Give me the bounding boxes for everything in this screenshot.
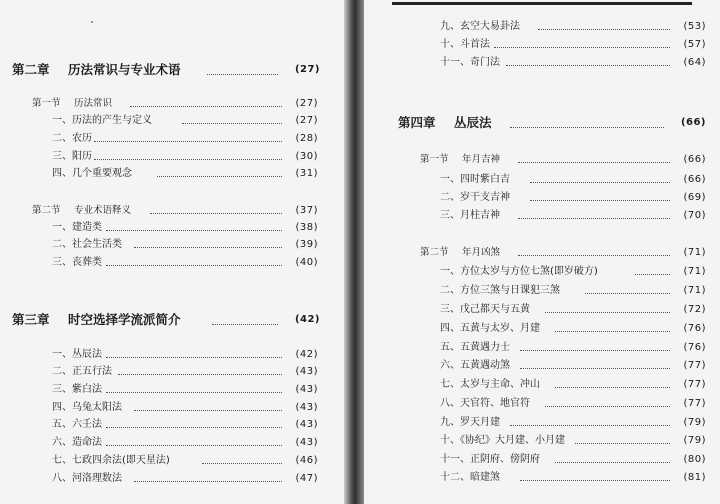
chapter-number: 第三章	[12, 312, 50, 327]
toc-item[interactable]	[52, 417, 318, 433]
page-number: (46)	[295, 455, 318, 466]
toc-item[interactable]	[440, 190, 706, 206]
page-number: (66)	[683, 174, 706, 185]
item-title: 一、建造类	[52, 220, 104, 236]
dot-leader	[202, 463, 282, 464]
page-number: (66)	[683, 154, 706, 165]
item-title: 四、乌兔太阳法	[52, 400, 124, 416]
item-title: 一、方位太岁与方位七煞(即岁破方)	[440, 264, 600, 280]
dot-leader	[106, 445, 282, 446]
section-title: 年月凶煞	[462, 247, 501, 258]
dot-leader	[106, 392, 282, 393]
toc-item[interactable]	[52, 149, 318, 165]
section-title: 年月吉神	[462, 154, 501, 165]
chapter-title: 历法常识与专业术语	[68, 62, 181, 77]
dot-leader	[134, 247, 282, 248]
page-number: (80)	[683, 454, 706, 465]
toc-item[interactable]	[440, 377, 706, 393]
toc-item[interactable]	[52, 113, 318, 129]
dot-leader	[520, 350, 670, 351]
page-number: (71)	[683, 247, 706, 258]
item-title: 一、四时紫白吉	[440, 172, 512, 188]
toc-section[interactable]	[420, 245, 706, 261]
toc-item[interactable]	[52, 453, 318, 469]
dot-leader	[134, 410, 282, 411]
page-number: (37)	[295, 205, 318, 216]
chapter-number: 第四章	[398, 115, 436, 130]
toc-item[interactable]	[52, 347, 318, 363]
page-number: (71)	[683, 266, 706, 277]
page-number: (77)	[683, 360, 706, 371]
toc-item[interactable]	[440, 321, 706, 337]
page-number: (43)	[295, 384, 318, 395]
page-number: (31)	[295, 168, 318, 179]
item-title: 八、河洛理数法	[52, 471, 124, 487]
dot-leader	[94, 141, 282, 142]
toc-item[interactable]	[440, 340, 706, 356]
dot-leader	[545, 312, 670, 313]
dot-leader	[134, 481, 282, 482]
page-speck	[91, 21, 93, 23]
book-spine	[344, 0, 364, 504]
chapter-title: 时空选择学流派简介	[68, 312, 181, 327]
item-title: 三、丧葬类	[52, 255, 104, 271]
toc-item[interactable]	[440, 264, 706, 280]
dot-leader	[106, 427, 282, 428]
item-title: 十、斗首法	[440, 37, 492, 53]
section-number: 第一节	[420, 154, 449, 165]
chapter-title: 丛辰法	[454, 115, 492, 130]
item-title: 二、岁干支吉神	[440, 190, 512, 206]
item-title: 七、太岁与主命、冲山	[440, 377, 542, 393]
right-page	[364, 0, 720, 504]
page-number: (43)	[295, 366, 318, 377]
page-number: (39)	[295, 239, 318, 250]
dot-leader	[150, 213, 282, 214]
toc-item[interactable]	[52, 400, 318, 416]
item-title: 八、天官符、地官符	[440, 396, 532, 412]
dot-leader	[510, 127, 664, 128]
page-number: (81)	[683, 472, 706, 483]
item-title: 三、紫白法	[52, 382, 104, 398]
chapter-number: 第二章	[12, 62, 50, 77]
section-title: 专业术语释义	[74, 205, 132, 216]
item-title: 七、七政四余法(即天星法)	[52, 453, 172, 469]
toc-chapter[interactable]	[398, 113, 706, 133]
page-number: (53)	[683, 21, 706, 32]
dot-leader	[585, 293, 670, 294]
page-number: (42)	[295, 349, 318, 360]
item-title: 二、正五行法	[52, 364, 114, 380]
dot-leader	[530, 182, 670, 183]
dot-leader	[207, 74, 278, 75]
dot-leader	[518, 162, 670, 163]
page-number: (43)	[295, 419, 318, 430]
item-title: 十、《协纪》大月建、小月建	[440, 433, 567, 449]
page-number: (69)	[683, 192, 706, 203]
item-title: 六、造命法	[52, 435, 104, 451]
toc-item[interactable]	[440, 37, 706, 53]
page-number: (77)	[683, 398, 706, 409]
toc-chapter[interactable]	[12, 60, 320, 80]
page-number: (71)	[683, 285, 706, 296]
page-number: (40)	[295, 257, 318, 268]
item-title: 一、历法的产生与定义	[52, 113, 154, 129]
toc-section[interactable]	[32, 203, 318, 219]
section-number: 第二节	[32, 205, 61, 216]
page-number: (38)	[295, 222, 318, 233]
toc-item[interactable]	[52, 255, 318, 271]
page-number: (66)	[680, 117, 706, 128]
dot-leader	[494, 47, 670, 48]
page-number: (43)	[295, 402, 318, 413]
item-title: 十一、正阴府、傍阴府	[440, 452, 542, 468]
toc-item[interactable]	[440, 302, 706, 318]
dot-leader	[545, 406, 670, 407]
item-title: 三、月柱吉神	[440, 208, 502, 224]
dot-leader	[555, 331, 670, 332]
toc-item[interactable]	[52, 364, 318, 380]
dot-leader	[555, 462, 670, 463]
dot-leader	[538, 29, 670, 30]
toc-item[interactable]	[440, 172, 706, 188]
page-number: (42)	[294, 314, 320, 325]
header-rule	[392, 2, 692, 5]
toc-item[interactable]	[52, 471, 318, 487]
left-page	[0, 0, 344, 504]
section-number: 第二节	[420, 247, 449, 258]
dot-leader	[520, 368, 670, 369]
toc-item[interactable]	[440, 208, 706, 224]
item-title: 九、罗天月建	[440, 415, 502, 431]
section-title: 历法常识	[74, 98, 113, 109]
page-number: (30)	[295, 151, 318, 162]
page-number: (27)	[294, 64, 320, 75]
item-title: 三、戊己都天与五黄	[440, 302, 532, 318]
item-title: 四、几个重要观念	[52, 166, 134, 182]
toc-item[interactable]	[440, 452, 706, 468]
item-title: 二、社会生活类	[52, 237, 124, 253]
page-number: (27)	[295, 98, 318, 109]
dot-leader	[520, 480, 670, 481]
item-title: 二、方位三煞与日课犯三煞	[440, 283, 562, 299]
dot-leader	[518, 255, 670, 256]
page-number: (28)	[295, 133, 318, 144]
page-number: (64)	[683, 57, 706, 68]
item-title: 五、五黄遇力士	[440, 340, 512, 356]
item-title: 三、阳历	[52, 149, 94, 165]
toc-item[interactable]	[52, 435, 318, 451]
toc-item[interactable]	[52, 166, 318, 182]
page-number: (79)	[683, 417, 706, 428]
page-number: (76)	[683, 323, 706, 334]
dot-leader	[106, 230, 282, 231]
item-title: 十一、奇门法	[440, 55, 502, 71]
toc-item[interactable]	[440, 283, 706, 299]
toc-chapter[interactable]	[12, 310, 320, 330]
dot-leader	[575, 443, 670, 444]
item-title: 四、五黄与太岁、月建	[440, 321, 542, 337]
dot-leader	[510, 425, 670, 426]
item-title: 十二、暗建煞	[440, 470, 502, 486]
toc-item[interactable]	[440, 433, 706, 449]
dot-leader	[157, 176, 282, 177]
page-number: (72)	[683, 304, 706, 315]
toc-item[interactable]	[52, 131, 318, 147]
page-number: (76)	[683, 342, 706, 353]
dot-leader	[518, 218, 670, 219]
dot-leader	[182, 123, 282, 124]
dot-leader	[212, 324, 278, 325]
dot-leader	[118, 374, 282, 375]
dot-leader	[635, 274, 670, 275]
section-number: 第一节	[32, 98, 61, 109]
page-number: (79)	[683, 435, 706, 446]
toc-item[interactable]	[440, 55, 706, 71]
page-number: (77)	[683, 379, 706, 390]
toc-item[interactable]	[440, 396, 706, 412]
toc-item[interactable]	[52, 220, 318, 236]
toc-section[interactable]	[32, 96, 318, 112]
toc-item[interactable]	[52, 237, 318, 253]
page-number: (27)	[295, 115, 318, 126]
page-number: (57)	[683, 39, 706, 50]
toc-item[interactable]	[52, 382, 318, 398]
toc-item[interactable]	[440, 19, 706, 35]
page-number: (70)	[683, 210, 706, 221]
dot-leader	[94, 159, 282, 160]
dot-leader	[106, 265, 282, 266]
dot-leader	[555, 387, 670, 388]
toc-item[interactable]	[440, 415, 706, 431]
item-title: 二、农历	[52, 131, 94, 147]
dot-leader	[530, 200, 670, 201]
dot-leader	[106, 357, 282, 358]
page-number: (43)	[295, 437, 318, 448]
page-number: (47)	[295, 473, 318, 484]
dot-leader	[506, 65, 670, 66]
toc-item[interactable]	[440, 358, 706, 374]
toc-item[interactable]	[440, 470, 706, 486]
dot-leader	[130, 106, 282, 107]
item-title: 九、玄空大易卦法	[440, 19, 522, 35]
item-title: 一、丛辰法	[52, 347, 104, 363]
item-title: 六、五黄遇动煞	[440, 358, 512, 374]
item-title: 五、六壬法	[52, 417, 104, 433]
toc-section[interactable]	[420, 152, 706, 168]
